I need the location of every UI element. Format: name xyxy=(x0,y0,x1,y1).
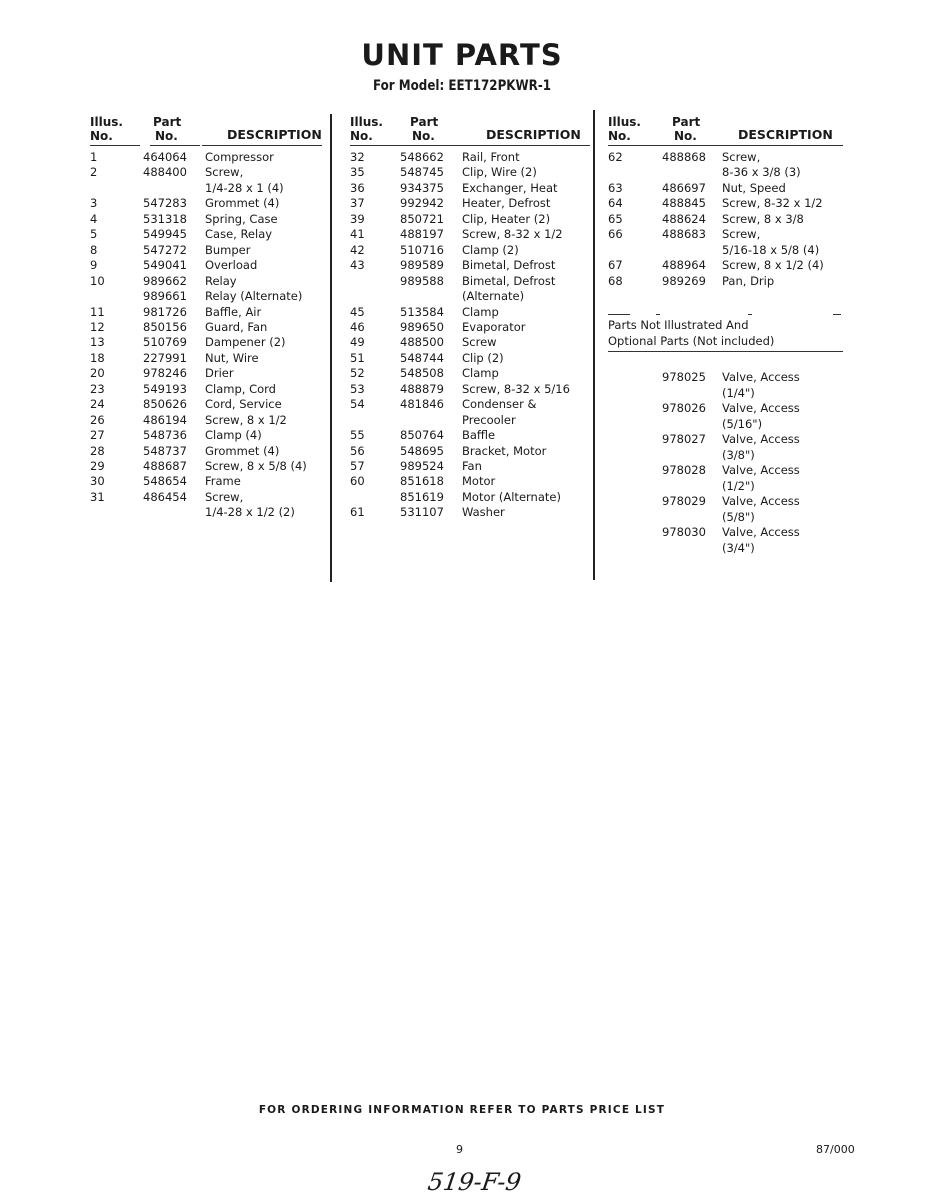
part-number: 992942 xyxy=(400,196,444,211)
illus-number: 64 xyxy=(608,196,623,211)
optional-part-number: 978025 xyxy=(662,370,706,384)
illus-number: 62 xyxy=(608,150,623,164)
illus-number: 37 xyxy=(350,196,365,211)
part-number: 488400 xyxy=(143,165,187,180)
table-row xyxy=(90,489,330,520)
table-row xyxy=(90,474,330,489)
part-description: Condenser & xyxy=(462,397,537,412)
illus-number: 9 xyxy=(90,258,98,273)
optional-part-number: 978028 xyxy=(662,463,706,477)
illus-number: 29 xyxy=(90,459,105,473)
illus-number: 51 xyxy=(350,350,365,365)
optional-part-description: Valve, Access xyxy=(722,463,800,477)
part-number: 488879 xyxy=(400,381,444,396)
dash-rule xyxy=(748,314,752,315)
table-row xyxy=(90,413,330,428)
part-number: 531318 xyxy=(143,211,187,226)
illus-number: 67 xyxy=(608,258,623,273)
table-row xyxy=(350,243,590,258)
description-header: DESCRIPTION xyxy=(486,127,581,142)
illus-number: 43 xyxy=(350,258,365,273)
part-description: Screw, 8-32 x 5/16 xyxy=(462,381,570,396)
illus-number: 41 xyxy=(350,227,365,242)
illus-number: 39 xyxy=(350,211,365,226)
part-description: Clip (2) xyxy=(462,350,504,365)
illus-no-header: No. xyxy=(350,129,373,143)
illus-number: 3 xyxy=(90,196,98,211)
table-row xyxy=(90,459,330,474)
handwritten-annotation: 519-F-9 xyxy=(426,1168,523,1196)
part-header: Part xyxy=(672,115,701,129)
part-description: Screw, xyxy=(722,150,761,164)
optional-part-description: Valve, Access xyxy=(722,432,800,446)
part-number: 486194 xyxy=(143,412,187,427)
table-row xyxy=(350,459,590,474)
description-header: DESCRIPTION xyxy=(227,127,322,142)
table-row xyxy=(350,273,590,304)
part-description: Bimetal, Defrost xyxy=(462,258,556,273)
table-row xyxy=(350,258,590,273)
optional-part-description: (5/8") xyxy=(722,509,755,524)
optional-heading: Optional Parts (Not included) xyxy=(608,334,775,348)
part-number: 510716 xyxy=(400,242,444,257)
optional-part-number: 978026 xyxy=(662,401,706,415)
part-description: Baffle, Air xyxy=(205,304,262,319)
page-number: 9 xyxy=(456,1143,463,1156)
part-number: 989661 xyxy=(143,289,187,304)
table-row xyxy=(350,490,590,505)
table-row xyxy=(350,428,590,443)
table-row xyxy=(90,305,330,320)
table-row xyxy=(90,320,330,335)
illus-number: 63 xyxy=(608,180,623,195)
part-number: 488868 xyxy=(662,150,706,164)
page-title: UNIT PARTS xyxy=(361,38,563,72)
optional-part-number: 978027 xyxy=(662,432,706,446)
part-description: Screw, 8-32 x 1/2 xyxy=(722,196,823,211)
part-description: Relay xyxy=(205,273,237,288)
table-row xyxy=(350,196,590,211)
table-row xyxy=(90,289,330,304)
dash-rule xyxy=(608,314,630,315)
illus-number: 49 xyxy=(350,335,365,350)
table-row xyxy=(90,212,330,227)
illus-number: 24 xyxy=(90,397,105,412)
part-number: 510769 xyxy=(143,335,187,350)
optional-part-description: (1/2") xyxy=(722,478,755,493)
part-number: 549945 xyxy=(143,227,187,242)
illus-number: 13 xyxy=(90,335,105,350)
part-number: 989589 xyxy=(400,258,444,273)
part-description: Nut, Speed xyxy=(722,180,786,195)
illus-number: 42 xyxy=(350,242,365,257)
part-description: Grommet (4) xyxy=(205,196,280,211)
part-number: 488500 xyxy=(400,335,444,350)
model-subtitle: For Model: EET172PKWR-1 xyxy=(372,78,552,94)
table-row xyxy=(350,366,590,381)
part-number: 978246 xyxy=(143,366,187,381)
part-description: Screw, xyxy=(205,489,244,504)
illus-number: 60 xyxy=(350,474,365,489)
part-no-header: No. xyxy=(412,129,435,143)
table-row xyxy=(90,382,330,397)
table-row xyxy=(350,227,590,242)
part-description: 1/4-28 x 1 (4) xyxy=(205,180,284,195)
table-row xyxy=(90,274,330,289)
part-description: Nut, Wire xyxy=(205,350,259,365)
part-number: 548695 xyxy=(400,443,444,458)
table-row xyxy=(90,428,330,443)
illus-header: Illus. xyxy=(350,115,383,129)
table-row xyxy=(90,150,330,165)
illus-number: 20 xyxy=(90,366,105,381)
illus-number: 68 xyxy=(608,273,623,288)
table-row xyxy=(608,227,848,257)
table-row xyxy=(350,305,590,320)
illus-number: 54 xyxy=(350,397,365,412)
part-number: 548744 xyxy=(400,350,444,365)
table-row xyxy=(90,243,330,258)
part-number: 989588 xyxy=(400,273,444,288)
illus-number: 8 xyxy=(90,242,98,257)
illus-number: 1 xyxy=(90,150,98,164)
part-description: Motor xyxy=(462,474,496,489)
part-number: 464064 xyxy=(143,150,187,164)
part-description: Compressor xyxy=(205,150,274,164)
table-row xyxy=(608,274,848,289)
part-number: 548737 xyxy=(143,443,187,458)
part-number: 981726 xyxy=(143,304,187,319)
illus-number: 12 xyxy=(90,319,105,334)
part-number: 548736 xyxy=(143,428,187,443)
part-description: Screw, 8 x 1/2 (4) xyxy=(722,258,824,273)
part-no-header: No. xyxy=(674,129,697,143)
part-number: 850721 xyxy=(400,211,444,226)
part-description: Relay (Alternate) xyxy=(205,289,303,304)
illus-number: 46 xyxy=(350,319,365,334)
part-number: 547283 xyxy=(143,196,187,211)
optional-part-description: Valve, Access xyxy=(722,401,800,415)
optional-part-description: Valve, Access xyxy=(722,525,800,539)
part-description: Fan xyxy=(462,459,482,473)
table-row xyxy=(350,444,590,459)
part-description: Clip, Heater (2) xyxy=(462,211,551,226)
ordering-note: FOR ORDERING INFORMATION REFER TO PARTS PRICE LIST xyxy=(258,1104,666,1116)
part-description: 1/4-28 x 1/2 (2) xyxy=(205,505,295,520)
dash-rule xyxy=(833,314,841,315)
optional-part-description: Valve, Access xyxy=(722,494,800,508)
table-row xyxy=(90,335,330,350)
part-description: Cord, Service xyxy=(205,397,282,412)
table-row xyxy=(90,227,330,242)
column-divider xyxy=(593,110,595,580)
part-description: 5/16-18 x 5/8 (4) xyxy=(722,242,820,257)
part-description: Exchanger, Heat xyxy=(462,180,558,195)
table-row xyxy=(90,165,330,195)
part-description: Screw, xyxy=(722,227,761,242)
part-description: Clamp xyxy=(462,366,499,381)
part-number: 548662 xyxy=(400,150,444,164)
part-number: 548508 xyxy=(400,366,444,381)
illus-number: 65 xyxy=(608,211,623,226)
part-description: Baffle xyxy=(462,428,496,443)
illus-number: 5 xyxy=(90,227,98,242)
table-row xyxy=(350,474,590,489)
part-number: 851619 xyxy=(400,489,444,504)
optional-part-number: 978029 xyxy=(662,494,706,508)
optional-part-description: (1/4") xyxy=(722,385,755,400)
part-description: Grommet (4) xyxy=(205,443,280,458)
part-number: 486697 xyxy=(662,180,706,195)
illus-number: 57 xyxy=(350,459,365,473)
part-number: 488845 xyxy=(662,196,706,211)
table-row xyxy=(90,397,330,412)
table-row xyxy=(90,258,330,273)
table-row xyxy=(350,212,590,227)
illus-number: 4 xyxy=(90,211,98,226)
table-row xyxy=(608,150,848,180)
optional-part-description: (5/16") xyxy=(722,416,763,431)
header-rule xyxy=(202,145,322,146)
header-rule xyxy=(90,145,140,146)
part-description: Drier xyxy=(205,366,234,381)
table-row xyxy=(90,351,330,366)
illus-number: 66 xyxy=(608,227,623,242)
table-row xyxy=(350,335,590,350)
table-row xyxy=(608,181,848,196)
dash-rule xyxy=(656,314,660,315)
illus-number: 61 xyxy=(350,505,365,520)
part-description: Screw, 8 x 3/8 xyxy=(722,211,804,226)
illus-number: 52 xyxy=(350,366,365,381)
part-description: Washer xyxy=(462,505,505,520)
illus-number: 36 xyxy=(350,180,365,195)
illus-number: 28 xyxy=(90,443,105,458)
part-number: 989269 xyxy=(662,273,706,288)
illus-number: 10 xyxy=(90,273,105,288)
part-number: 549041 xyxy=(143,258,187,273)
part-description: Screw, xyxy=(205,165,244,180)
part-description: Clip, Wire (2) xyxy=(462,165,537,180)
part-number: 481846 xyxy=(400,397,444,412)
part-header: Part xyxy=(410,115,439,129)
part-description: Clamp (4) xyxy=(205,428,262,443)
part-number: 513584 xyxy=(400,304,444,319)
part-description: 8-36 x 3/8 (3) xyxy=(722,165,801,180)
table-row xyxy=(90,444,330,459)
part-description: Clamp, Cord xyxy=(205,381,276,396)
part-description: Case, Relay xyxy=(205,227,273,242)
part-description: Overload xyxy=(205,258,258,273)
part-number: 488687 xyxy=(143,459,187,473)
illus-number: 35 xyxy=(350,165,365,180)
table-row xyxy=(350,397,590,427)
illus-number: 2 xyxy=(90,165,98,180)
part-number: 548745 xyxy=(400,165,444,180)
optional-part-description: (3/8") xyxy=(722,447,755,462)
part-header: Part xyxy=(153,115,182,129)
column-divider xyxy=(330,114,332,582)
part-description: Screw, 8-32 x 1/2 xyxy=(462,227,563,242)
part-number: 488197 xyxy=(400,227,444,242)
part-description: Motor (Alternate) xyxy=(462,489,561,504)
part-description: Rail, Front xyxy=(462,150,520,164)
document-code: 87/000 xyxy=(816,1143,855,1156)
table-row xyxy=(90,196,330,211)
part-description: Screw, 8 x 1/2 xyxy=(205,412,287,427)
part-description: Pan, Drip xyxy=(722,273,775,288)
part-description: Clamp xyxy=(462,304,499,319)
part-number: 850156 xyxy=(143,319,187,334)
illus-number: 32 xyxy=(350,150,365,164)
illus-number: 53 xyxy=(350,381,365,396)
part-description: Dampener (2) xyxy=(205,335,286,350)
illus-number: 55 xyxy=(350,428,365,443)
part-description: Guard, Fan xyxy=(205,319,268,334)
part-number: 989650 xyxy=(400,319,444,334)
part-description: Bumper xyxy=(205,242,251,257)
part-number: 488624 xyxy=(662,211,706,226)
part-number: 934375 xyxy=(400,180,444,195)
table-row xyxy=(608,212,848,227)
illus-number: 26 xyxy=(90,412,105,427)
illus-number: 30 xyxy=(90,474,105,489)
part-description: Bracket, Motor xyxy=(462,443,547,458)
part-number: 547272 xyxy=(143,242,187,257)
table-row xyxy=(608,196,848,211)
part-number: 850626 xyxy=(143,397,187,412)
header-rule xyxy=(608,145,843,146)
part-description: Evaporator xyxy=(462,319,526,334)
part-no-header: No. xyxy=(155,129,178,143)
table-row xyxy=(608,258,848,273)
table-row xyxy=(350,320,590,335)
part-description: Heater, Defrost xyxy=(462,196,551,211)
illus-number: 31 xyxy=(90,489,105,504)
part-description: (Alternate) xyxy=(462,289,525,304)
table-row xyxy=(350,165,590,180)
table-row xyxy=(350,505,590,520)
part-number: 850764 xyxy=(400,428,444,443)
illus-number: 56 xyxy=(350,443,365,458)
part-description: Frame xyxy=(205,474,241,489)
part-number: 989662 xyxy=(143,273,187,288)
part-number: 488683 xyxy=(662,227,706,242)
optional-part-description: Valve, Access xyxy=(722,370,800,384)
part-description: Bimetal, Defrost xyxy=(462,273,556,288)
illus-no-header: No. xyxy=(90,129,113,143)
illus-number: 18 xyxy=(90,350,105,365)
part-number: 548654 xyxy=(143,474,187,489)
table-row xyxy=(350,150,590,165)
illus-number: 27 xyxy=(90,428,105,443)
part-number: 531107 xyxy=(400,505,444,520)
part-description: Clamp (2) xyxy=(462,242,519,257)
optional-rule xyxy=(608,351,843,352)
header-rule xyxy=(350,145,590,146)
optional-part-description: (3/4") xyxy=(722,540,755,555)
part-description: Screw, 8 x 5/8 (4) xyxy=(205,459,307,473)
table-row xyxy=(90,366,330,381)
part-number: 549193 xyxy=(143,381,187,396)
optional-part-number: 978030 xyxy=(662,525,706,539)
illus-header: Illus. xyxy=(608,115,641,129)
part-number: 227991 xyxy=(143,350,187,365)
illus-number: 23 xyxy=(90,381,105,396)
table-row xyxy=(350,382,590,397)
header-rule xyxy=(150,145,200,146)
optional-heading: Parts Not Illustrated And xyxy=(608,318,749,332)
part-number: 989524 xyxy=(400,459,444,473)
illus-no-header: No. xyxy=(608,129,631,143)
part-description: Spring, Case xyxy=(205,211,278,226)
part-number: 851618 xyxy=(400,474,444,489)
part-description: Screw xyxy=(462,335,497,350)
illus-header: Illus. xyxy=(90,115,123,129)
description-header: DESCRIPTION xyxy=(738,127,833,142)
table-row xyxy=(350,351,590,366)
illus-number: 45 xyxy=(350,304,365,319)
part-number: 488964 xyxy=(662,258,706,273)
part-number: 486454 xyxy=(143,489,187,504)
table-row xyxy=(350,181,590,196)
illus-number: 11 xyxy=(90,304,105,319)
part-description: Precooler xyxy=(462,412,516,427)
